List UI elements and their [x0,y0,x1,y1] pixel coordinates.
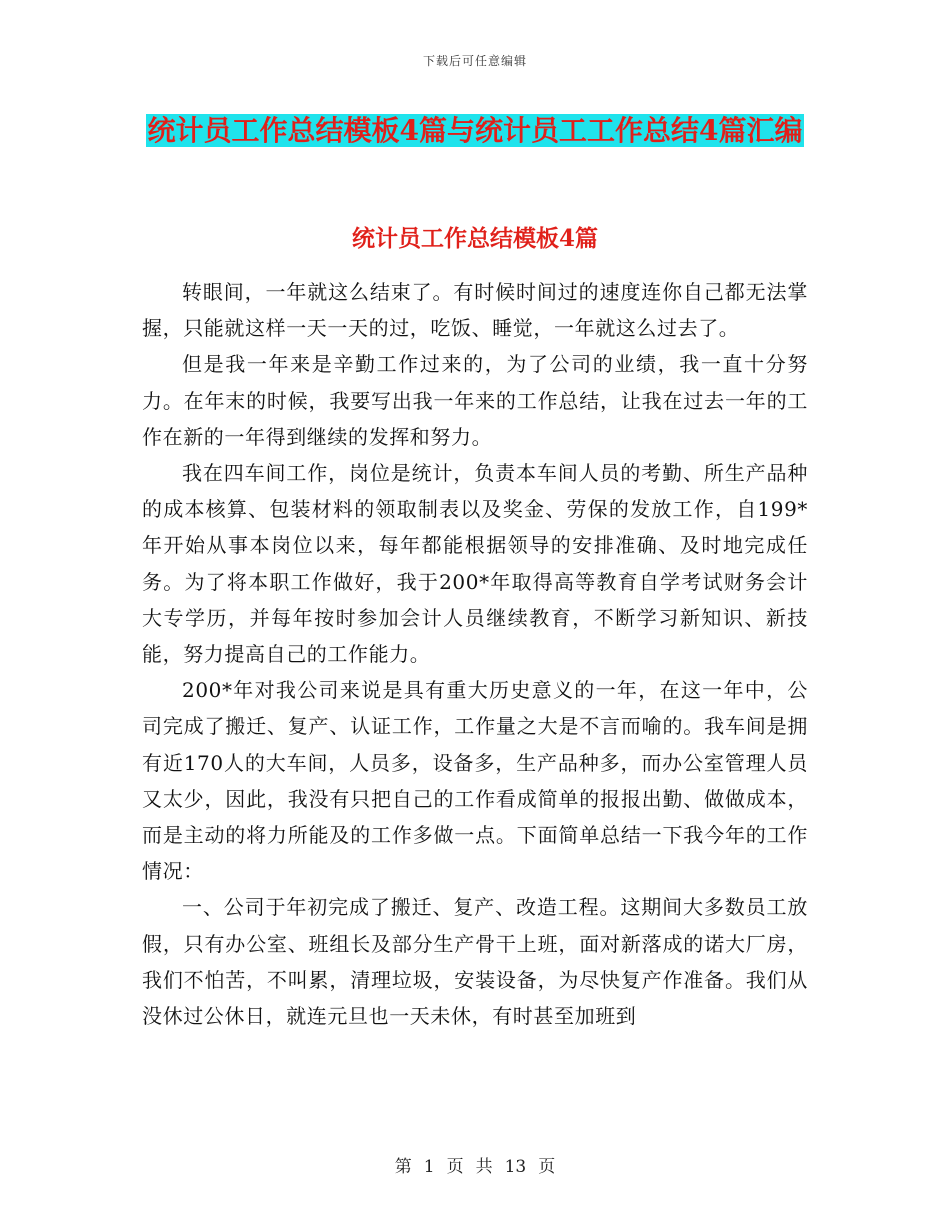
paragraph: 200*年对我公司来说是具有重大历史意义的一年，在这一年中，公司完成了搬迁、复产、认证工作，工作量之大是不言而喻的。我车间是拥有近170人的大车间，人员多，设备多，生产品种多，而办公室管理人员又太少，因此，我没有只把自己的工作看成简单的报报出勤、做做成本，而是主动的将力所能及的工作多做一点。下面简单总结一下我今年的工作情况： [142,678,808,884]
document-title [140,108,810,154]
section-title: 统计员工作总结模板4篇 [351,225,598,252]
footer-suffix: 页 [538,1157,556,1177]
footer-total-word: 共 [475,1157,493,1177]
body-text [142,274,808,1034]
total-pages-number: 13 [504,1157,527,1177]
paragraph: 一、公司于年初完成了搬迁、复产、改造工程。这期间大多数员工放假，只有办公室、班组长及部分生产骨干上班，面对新落成的诺大厂房，我们不怕苦，不叫累，清理垃圾，安装设备，为尽快复产作准备。我们从没休过公休日，就连元旦也一天未休，有时甚至加班到 [142,895,808,1029]
footer-page-word: 页 [446,1157,464,1177]
paragraph: 我在四车间工作，岗位是统计，负责本车间人员的考勤、所生产品种的成本核算、包装材料的领取制表以及奖金、劳保的发放工作，自199*年开始从事本岗位以来，每年都能根据领导的安排准确、及时地完成任务。为了将本职工作做好，我于200*年取得高等教育自学考试财务会计大专学历，并每年按时参加会计人员继续教育，不断学习新知识、新技能，努力提高自己的工作能力。 [142,461,808,667]
paragraph: 但是我一年来是辛勤工作过来的，为了公司的业绩，我一直十分努力。在年末的时候，我要写出我一年来的工作总结，让我在过去一年的工作在新的一年得到继续的发挥和努力。 [142,352,808,449]
document-title-text: 统计员工作总结模板4篇与统计员工工作总结4篇汇编 [147,114,803,147]
page-footer [0,1152,950,1177]
paragraph: 转眼间，一年就这么结束了。有时候时间过的速度连你自己都无法掌握，只能就这样一天一天的过，吃饭、睡觉，一年就这么过去了。 [142,280,808,341]
footer-prefix: 第 [394,1157,412,1177]
header-note: 下载后可任意编辑 [422,54,527,68]
current-page-number: 1 [423,1157,435,1177]
